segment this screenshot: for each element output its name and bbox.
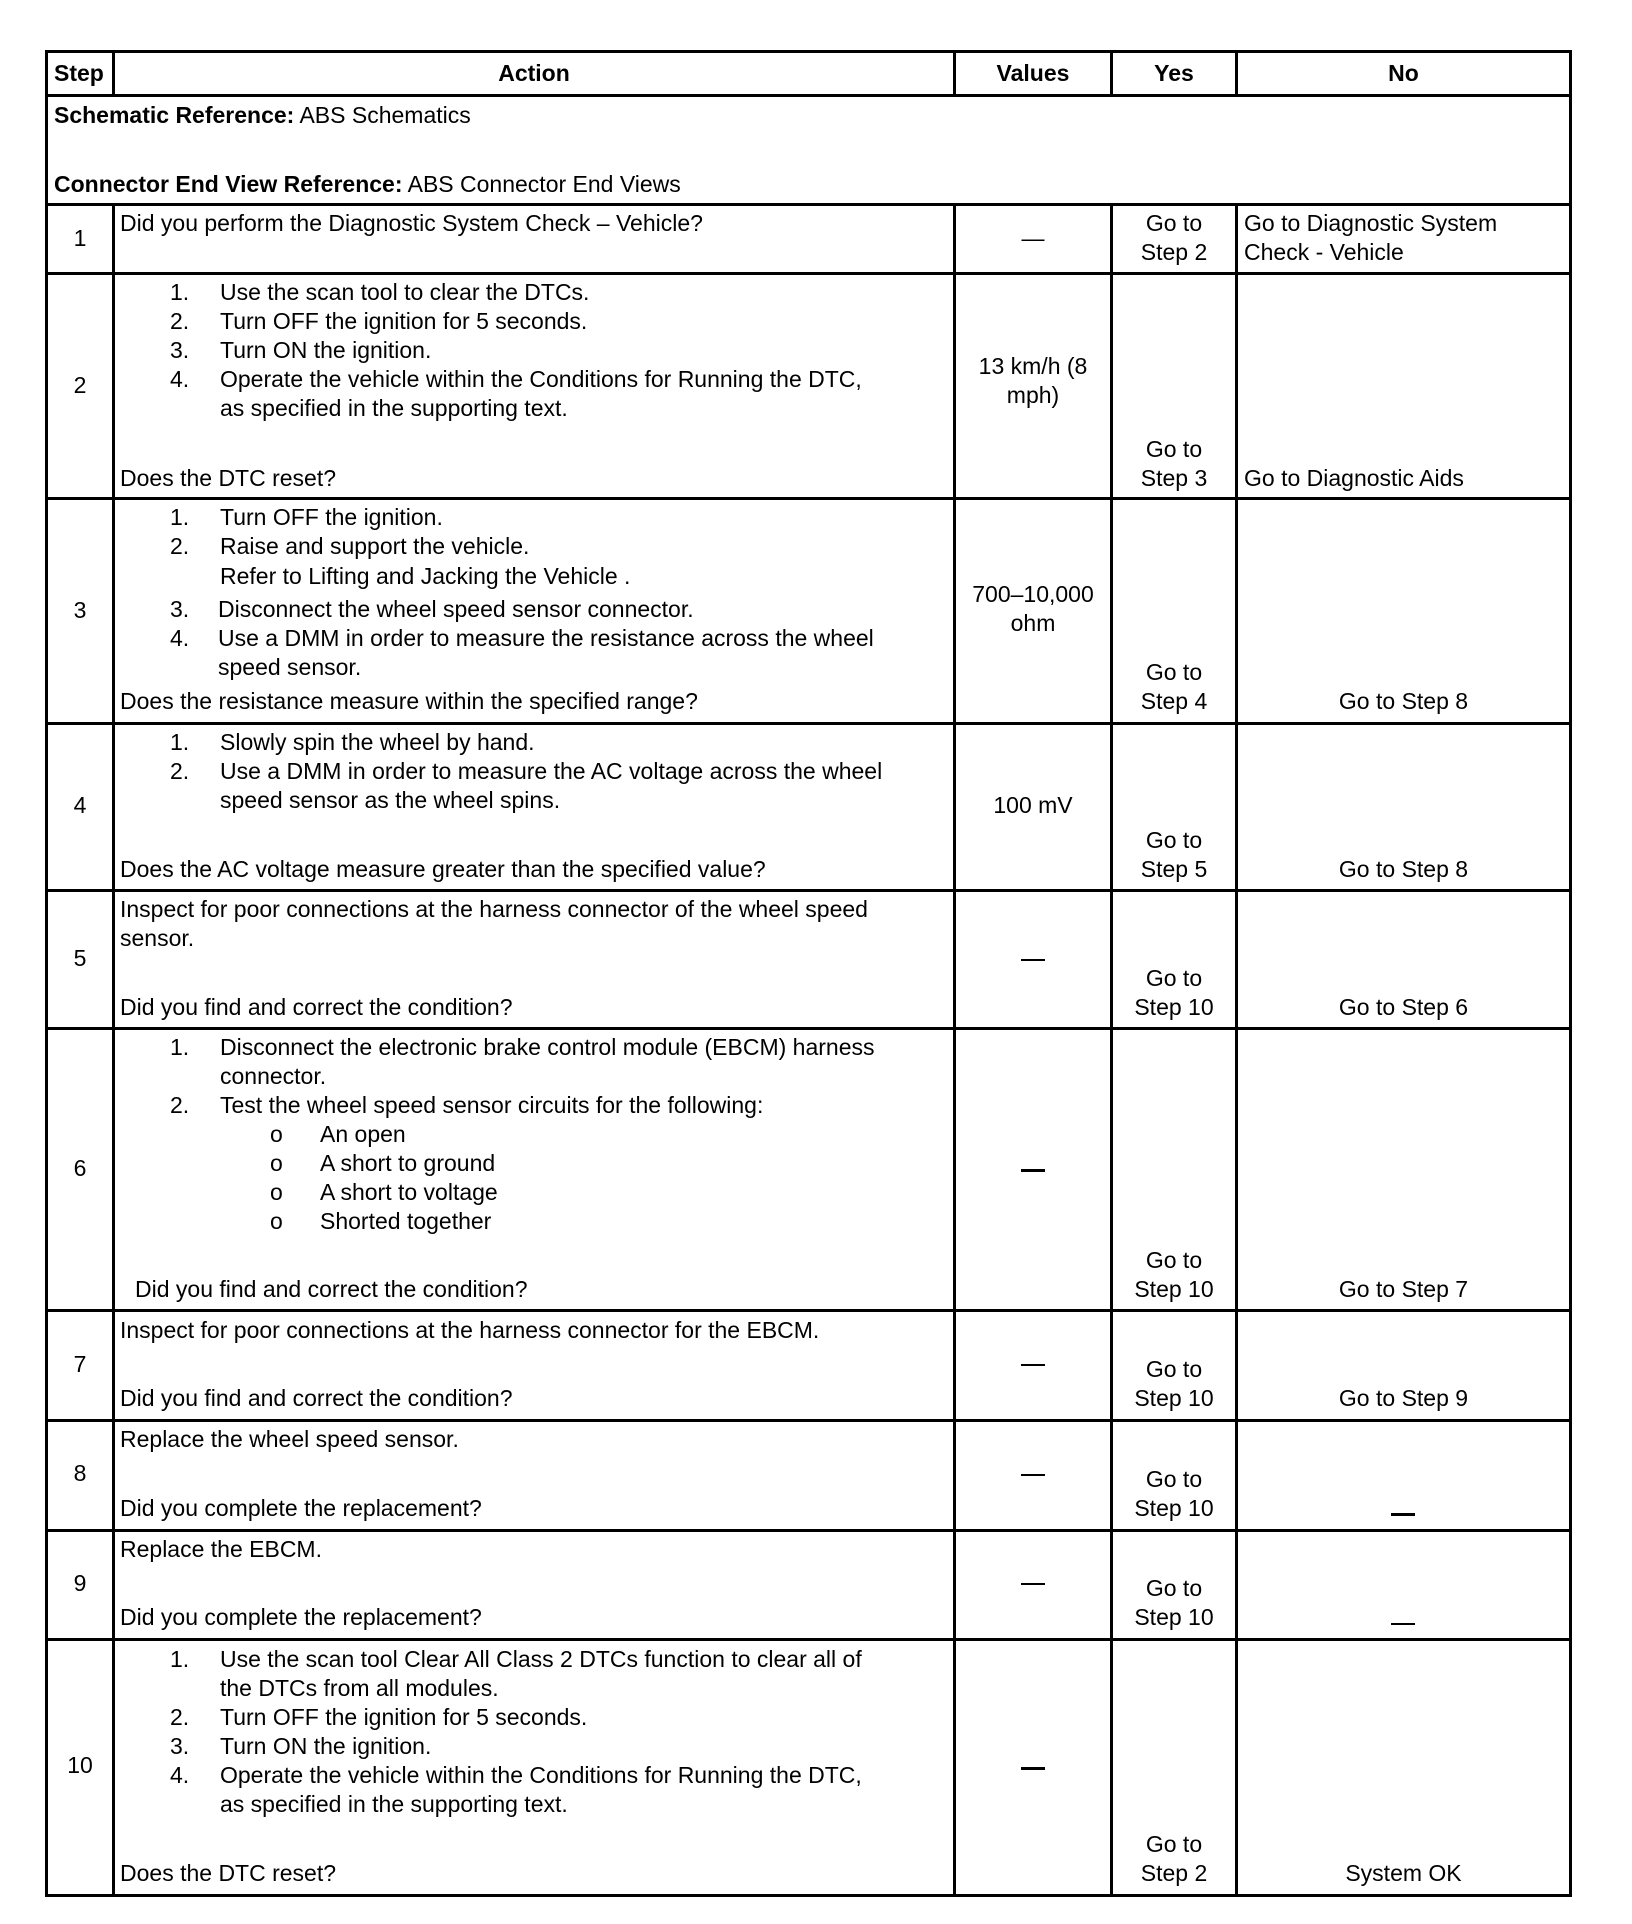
yes-goto-line[interactable]: Go to — [1145, 965, 1203, 991]
values-cell-dash — [1021, 1583, 1045, 1585]
header-values: Values — [996, 60, 1070, 86]
list-number: 4. — [170, 1762, 190, 1788]
list-number: 4. — [170, 625, 190, 651]
question-text: Does the AC voltage measure greater than the specified value? — [120, 856, 766, 882]
list-text: as specified in the supporting text. — [220, 1791, 568, 1817]
bullet-marker: o — [270, 1179, 283, 1205]
list-number: 1. — [170, 279, 190, 305]
list-number: 2. — [170, 1704, 190, 1730]
yes-goto-line[interactable]: Step 10 — [1134, 1495, 1214, 1521]
yes-goto-line[interactable]: Step 5 — [1140, 856, 1208, 882]
values-cell: 13 km/h (8 — [978, 353, 1088, 379]
no-goto[interactable]: Go to Step 6 — [1338, 994, 1469, 1020]
list-number: 1. — [170, 504, 190, 530]
column-divider — [953, 204, 956, 1894]
action-text: Inspect for poor connections at the harness connector of the wheel speed — [120, 896, 868, 922]
bullet-text: A short to voltage — [320, 1179, 498, 1205]
connector-reference — [54, 170, 681, 199]
list-number: 3. — [170, 1733, 190, 1759]
action-text: sensor. — [120, 925, 195, 951]
values-cell-dash — [1021, 1169, 1045, 1172]
header-no: No — [1388, 60, 1419, 86]
list-number: 2. — [170, 308, 190, 334]
yes-goto-line[interactable]: Step 4 — [1140, 688, 1208, 714]
yes-goto-line[interactable]: Go to — [1145, 1466, 1203, 1492]
list-text: Turn OFF the ignition. — [220, 504, 443, 530]
schematic-reference-link[interactable]: ABS Schematics — [294, 102, 471, 128]
list-text: speed sensor. — [218, 654, 362, 680]
question-text: Does the DTC reset? — [120, 465, 337, 491]
list-text: the DTCs from all modules. — [220, 1675, 499, 1701]
yes-goto-line[interactable]: Go to — [1145, 210, 1203, 236]
row-divider — [48, 1529, 1569, 1532]
yes-goto-line[interactable]: Step 2 — [1140, 1860, 1208, 1886]
list-number: 1. — [170, 729, 190, 755]
no-goto-line[interactable]: Go to Diagnostic System — [1244, 210, 1498, 236]
connector-reference-link[interactable]: ABS Connector End Views — [402, 171, 681, 197]
no-goto[interactable]: Go to Step 8 — [1338, 688, 1469, 714]
bullet-text: An open — [320, 1121, 406, 1147]
values-cell: ohm — [1010, 610, 1056, 636]
header-action: Action — [498, 60, 570, 86]
yes-goto-line[interactable]: Step 10 — [1134, 1276, 1214, 1302]
list-text: Use a DMM in order to measure the AC voltage across the wheel — [220, 758, 883, 784]
list-number: 4. — [170, 366, 190, 392]
list-text: Operate the vehicle within the Conditions for Running the DTC, — [220, 366, 862, 392]
list-text: Turn OFF the ignition for 5 seconds. — [220, 308, 588, 334]
yes-goto-line[interactable]: Step 10 — [1134, 1604, 1214, 1630]
values-cell-dash — [1021, 1767, 1045, 1770]
step-number: 6 — [73, 1155, 87, 1181]
list-number: 2. — [170, 1092, 190, 1118]
row-divider — [48, 1638, 1569, 1641]
list-number: 3. — [170, 596, 190, 622]
list-text: Refer to Lifting and Jacking the Vehicle . — [220, 563, 631, 589]
list-text: Slowly spin the wheel by hand. — [220, 729, 535, 755]
list-number: 3. — [170, 337, 190, 363]
list-text: speed sensor as the wheel spins. — [220, 787, 561, 813]
row-divider — [48, 497, 1569, 500]
step-number: 9 — [73, 1570, 87, 1596]
list-text: as specified in the supporting text. — [220, 395, 568, 421]
yes-goto-line[interactable]: Go to — [1145, 1356, 1203, 1382]
yes-goto-line[interactable]: Go to — [1145, 436, 1203, 462]
action-text: Replace the EBCM. — [120, 1536, 322, 1562]
connector-reference-label: Connector End View Reference: — [54, 171, 403, 197]
step-number: 1 — [73, 225, 87, 251]
yes-goto-line[interactable]: Go to — [1145, 1831, 1203, 1857]
list-text: Turn ON the ignition. — [220, 1733, 432, 1759]
values-cell: mph) — [1006, 382, 1060, 408]
bullet-marker: o — [270, 1121, 283, 1147]
question-text: Did you find and correct the condition? — [135, 1276, 528, 1302]
step-number: 5 — [73, 945, 87, 971]
no-goto[interactable]: Go to Step 7 — [1338, 1276, 1469, 1302]
bullet-marker: o — [270, 1150, 283, 1176]
question-text: Does the resistance measure within the specified range? — [120, 688, 698, 714]
header-step: Step — [54, 60, 104, 86]
list-text: Turn OFF the ignition for 5 seconds. — [220, 1704, 588, 1730]
no-goto[interactable]: System OK — [1345, 1860, 1462, 1886]
list-text: Use the scan tool Clear All Class 2 DTCs function to clear all of — [220, 1646, 862, 1672]
step-number: 4 — [73, 792, 87, 818]
no-cell-dash — [1391, 1513, 1415, 1516]
bullet-marker: o — [270, 1208, 283, 1234]
step-number: 2 — [73, 372, 87, 398]
yes-goto-line[interactable]: Step 3 — [1140, 465, 1208, 491]
step-number: 10 — [67, 1752, 93, 1778]
question-text: Did you find and correct the condition? — [120, 1385, 513, 1411]
bullet-text: A short to ground — [320, 1150, 496, 1176]
question-text: Did you complete the replacement? — [120, 1604, 482, 1630]
yes-goto-line[interactable]: Go to — [1145, 659, 1203, 685]
no-goto[interactable]: Go to Step 8 — [1338, 856, 1469, 882]
no-goto[interactable]: Go to Diagnostic Aids — [1244, 465, 1464, 491]
row-divider — [48, 94, 1569, 97]
list-text: Disconnect the electronic brake control module (EBCM) harness — [220, 1034, 875, 1060]
header-yes: Yes — [1154, 60, 1194, 86]
no-cell-dash — [1391, 1623, 1415, 1625]
list-text: connector. — [220, 1063, 327, 1089]
question-text: Did you complete the replacement? — [120, 1495, 482, 1521]
yes-goto-line[interactable]: Step 10 — [1134, 994, 1214, 1020]
action-text: Replace the wheel speed sensor. — [120, 1426, 459, 1452]
action-text: Inspect for poor connections at the harness connector for the EBCM. — [120, 1317, 820, 1343]
row-divider — [48, 272, 1569, 275]
list-text: Turn ON the ignition. — [220, 337, 432, 363]
step-number: 7 — [73, 1351, 87, 1377]
list-number: 2. — [170, 758, 190, 784]
list-text: Test the wheel speed sensor circuits for the following: — [220, 1092, 764, 1118]
values-cell: 100 mV — [993, 792, 1073, 818]
values-cell-dash — [1021, 1364, 1045, 1366]
step-number: 3 — [73, 597, 87, 623]
list-number: 2. — [170, 533, 190, 559]
schematic-reference-label: Schematic Reference: — [54, 102, 295, 128]
values-cell-dash — [1021, 959, 1045, 961]
action-text: Did you perform the Diagnostic System Check – Vehicle? — [120, 210, 703, 236]
row-divider — [48, 889, 1569, 892]
yes-goto-line[interactable]: Go to — [1145, 1575, 1203, 1601]
row-divider — [48, 203, 1569, 206]
list-text: Operate the vehicle within the Conditions for Running the DTC, — [220, 1762, 862, 1788]
list-text: Use the scan tool to clear the DTCs. — [220, 279, 590, 305]
question-text: Did you find and correct the condition? — [120, 994, 513, 1020]
bullet-text: Shorted together — [320, 1208, 492, 1234]
yes-goto-line[interactable]: Step 10 — [1134, 1385, 1214, 1411]
list-text: Raise and support the vehicle. — [220, 533, 530, 559]
schematic-reference — [54, 101, 471, 130]
question-text: Does the DTC reset? — [120, 1860, 337, 1886]
row-divider — [48, 1309, 1569, 1312]
no-goto[interactable]: Go to Step 9 — [1338, 1385, 1469, 1411]
no-goto-line[interactable]: Check - Vehicle — [1244, 239, 1404, 265]
column-divider — [112, 204, 115, 1894]
list-number: 1. — [170, 1034, 190, 1060]
diagnostic-table — [45, 50, 1572, 1897]
list-text: Use a DMM in order to measure the resistance across the wheel — [218, 625, 874, 651]
values-cell-dash — [1021, 1474, 1045, 1476]
values-cell: — — [1021, 225, 1045, 251]
row-divider — [48, 1027, 1569, 1030]
values-cell: 700–10,000 — [972, 581, 1094, 607]
row-divider — [48, 722, 1569, 725]
row-divider — [48, 1419, 1569, 1422]
yes-goto-line[interactable]: Go to — [1145, 827, 1203, 853]
step-number: 8 — [73, 1460, 87, 1486]
list-text: Disconnect the wheel speed sensor connector. — [218, 596, 694, 622]
list-number: 1. — [170, 1646, 190, 1672]
column-divider — [1235, 204, 1238, 1894]
yes-goto-line[interactable]: Go to — [1145, 1247, 1203, 1273]
yes-goto-line[interactable]: Step 2 — [1140, 239, 1208, 265]
